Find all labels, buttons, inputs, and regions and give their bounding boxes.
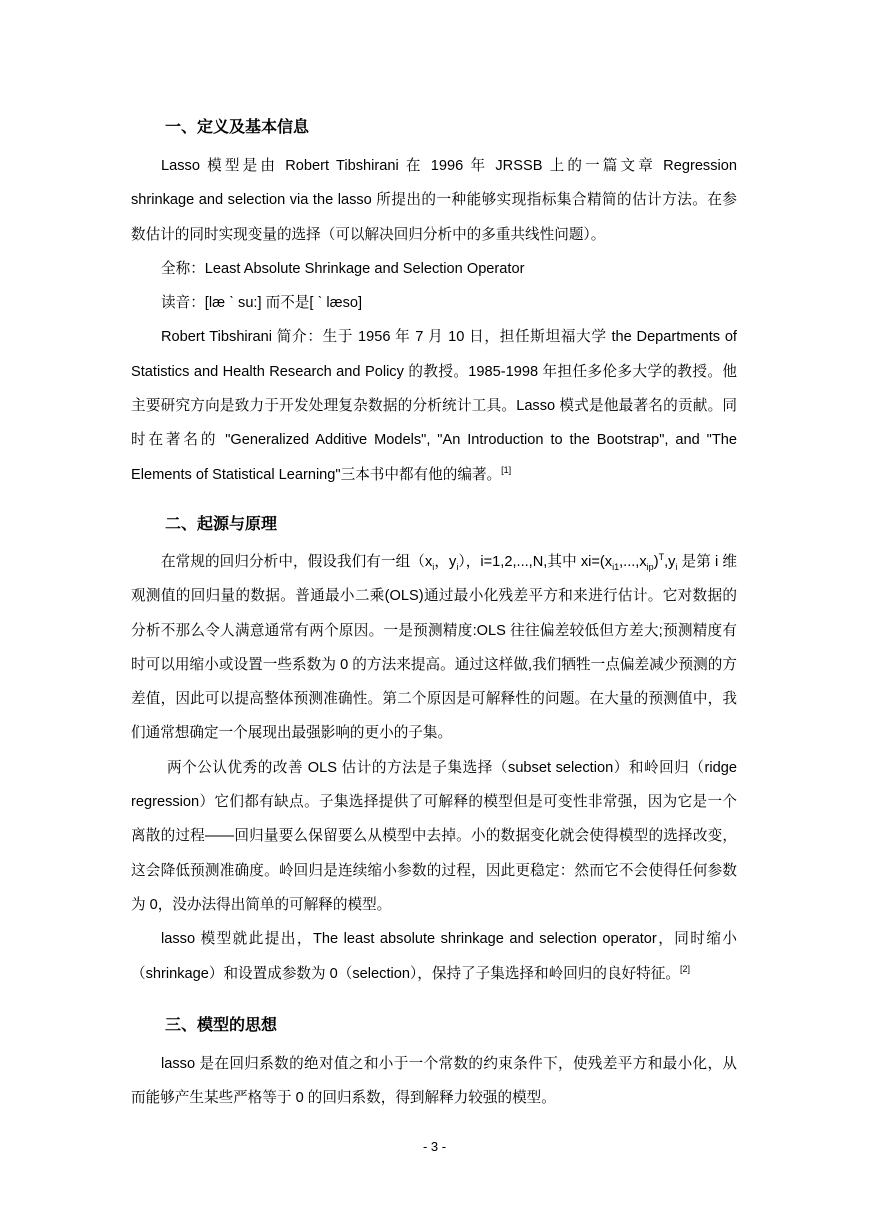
citation-ref: [2]	[679, 963, 690, 974]
page-number: - 3 -	[422, 1139, 447, 1154]
text-run: ,...,x	[619, 554, 647, 570]
section-heading-3: 三、模型的思想	[165, 1015, 278, 1034]
paragraph: 两个公认优秀的改善 OLS 估计的方法是子集选择（subset selection）和岭回归（ridge regression）它们都有缺点。子集选择提供了可解释的模型但是可变性非常强，因为它是一个离散的过程——回归量要么保留要么从模型中去掉。小的数据变化就会使得模型的选择改变，这会降低预测准确度。岭回归是连续缩小参数的过程，因此更稳定：然而它不会使得任何参数为 0，没办法得出简单的可解释的模型。	[131, 759, 737, 913]
text-run: )	[653, 554, 659, 570]
text-run: 在常规的回归分析中，假设我们有一组（x	[161, 554, 433, 570]
section-2-body	[131, 545, 737, 991]
section-3-body	[131, 1047, 737, 1116]
text-run: 是第 i 维观测值的回归量的数据。普通最小二乘(OLS)通过最小化残差平方和来进行估计。它对数据的分析不那么令人满意通常有两个原因。一是预测精度:OLS 往往偏差较低但方差大;预测精度有时可以用缩小或设置一些系数为 0 的方法来提高。通过这样做,我们牺牲一点偏差减少预测的方差值，因此可以提高整体预测准确性。第二个原因是可解释性的问题。在大量的预测值中，我们通常想确定一个展现出最强影响的更小的子集。	[131, 554, 737, 742]
paragraph-text: lasso 模型就此提出，The least absolute shrinkage and selection operator，同时缩小（shrinkage）和设置成参数为 0（selection），保持了子集选择和岭回归的良好特征。	[131, 931, 737, 982]
paragraph: Lasso 模型是由 Robert Tibshirani 在 1996 年 JRSSB 上的一篇文章 Regression shrinkage and selection via the lasso 所提出的一种能够实现指标集合精简的估计方法。在参数估计的同时实现变量的选择（可以解决回归分析中的多重共线性问题）。	[131, 158, 738, 243]
subscript: i1	[612, 561, 620, 572]
paragraph-text: Robert Tibshirani 简介：生于 1956 年 7 月 10 日，担任斯坦福大学 the Departments of Statistics and Health Research and Policy 的教授。1985-1998 年担任多伦多大学的教授。他主要研究方向是致力于开发处理复杂数据的分析统计工具。Lasso 模式是他最著名的贡献。同时在著名的 "Generalized Additive Models", "An Introduction to the Bootstrap", and "The Elements of Statistical Learning"三本书中都有他的编著。	[131, 329, 737, 483]
section-1-body	[131, 149, 737, 492]
section-heading-1: 一、定义及基本信息	[165, 117, 310, 136]
text-run: ，y	[434, 554, 457, 570]
superscript: T	[658, 552, 665, 563]
paragraph: 读音：[læ ˋ su:] 而不是[ ˋ læso]	[161, 295, 363, 312]
section-heading-2: 二、起源与原理	[165, 514, 278, 533]
subscript: i	[456, 561, 459, 572]
paragraph: lasso 是在回归系数的绝对值之和小于一个常数的约束条件下，使残差平方和最小化，从而能够产生某些严格等于 0 的回归系数，得到解释力较强的模型。	[131, 1056, 737, 1107]
subscript: i	[675, 561, 678, 572]
paragraph	[131, 922, 737, 991]
citation-ref: [1]	[501, 464, 512, 475]
paragraph	[131, 545, 737, 751]
paragraph: 全称：Least Absolute Shrinkage and Selection Operator	[161, 260, 525, 277]
paragraph	[131, 320, 737, 491]
text-run: ,y	[664, 554, 676, 570]
subscript: ip	[646, 561, 654, 572]
text-run: ），i=1,2,...,N,其中 xi=(x	[458, 554, 613, 570]
subscript: i	[432, 561, 435, 572]
